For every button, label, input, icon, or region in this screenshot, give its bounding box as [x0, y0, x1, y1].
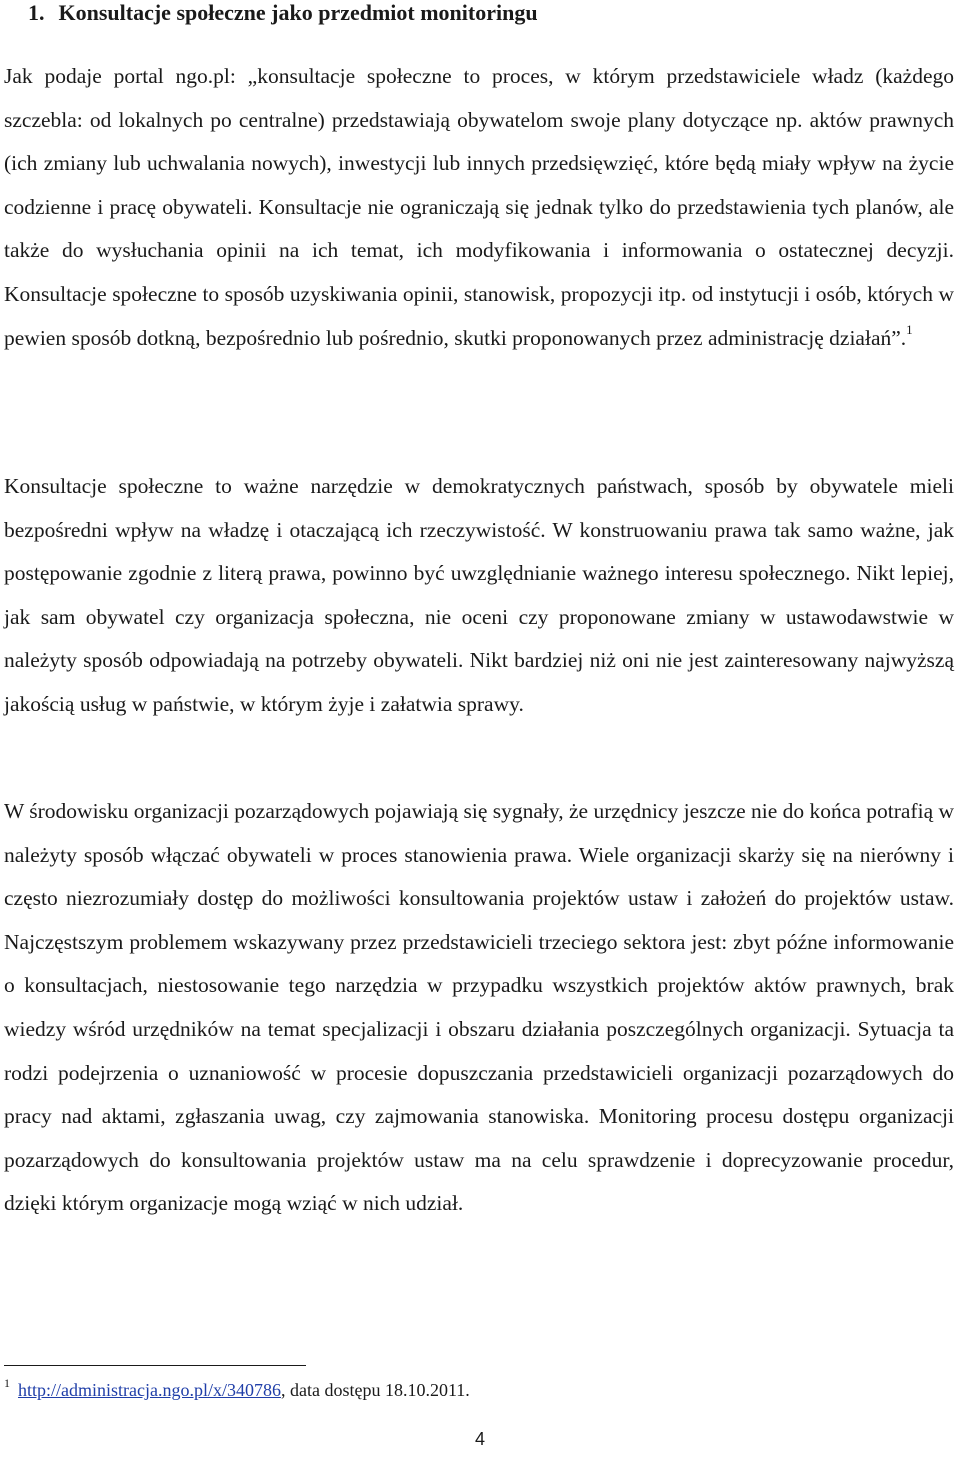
footnote-mark: 1: [4, 1376, 10, 1390]
section-heading: [28, 0, 538, 26]
paragraph-3-text: W środowisku organizacji pozarządowych pojawiają się sygnały, że urzędnicy jeszcze nie do końca potrafią w należyty sposób włączać obywateli w proces stanowienia prawa. Wiele organizacji skarży się na nierówny i często niezrozumiały dostęp do możliwości konsultowania projektów ustaw i założeń do projektów ustaw. Najczęstszym problemem wskazywany przez przedstawicieli trzeciego sektora jest: zbyt późne informowanie o konsultacjach, niestosowanie tego narzędzia w przypadku wszystkich projektów aktów prawnych, brak wiedzy wśród urzędników na temat specjalizacji i obszaru działania poszczególnych organizacji. Sytuacja ta rodzi podejrzenia o uznaniowość w procesie dopuszczania przedstawicieli organizacji pozarządowych do pracy nad aktami, zgłaszania uwag, czy zajmowania stanowiska. Monitoring procesu dostępu organizacji pozarządowych do konsultowania projektów ustaw ma na celu sprawdzenie i doprecyzowanie procedur, dzięki którym organizacje mogą wziąć w nich udział.: [4, 799, 955, 1216]
footnote-reference[interactable]: 1: [906, 321, 913, 337]
paragraph-1: [4, 55, 954, 360]
footnote-divider: [4, 1365, 306, 1366]
paragraph-2: [4, 465, 954, 727]
footnote-access-date: , data dostępu 18.10.2011.: [280, 1380, 470, 1400]
section-title: Konsultacje społeczne jako przedmiot monitoringu: [58, 0, 538, 25]
paragraph-1-text: Jak podaje portal ngo.pl: „konsultacje społeczne to proces, w którym przedstawiciele władz (każdego szczebla: od lokalnych po centralne) przedstawiają obywatelom swoje plany dotyczące np. aktów prawnych (ich zmiany lub uchwalania nowych), inwestycji lub innych przedsięwzięć, które będą miały wpływ na życie codzienne i pracę obywateli. Konsultacje nie ograniczają się jednak tylko do przedstawienia tych planów, ale także do wysłuchania opinii na ich temat, ich modyfikowania i informowania o ostatecznej decyzji. Konsultacje społeczne to sposób uzyskiwania opinii, stanowisk, propozycji itp. od instytucji i osób, których w pewien sposób dotkną, bezpośrednio lub pośrednio, skutki proponowanych przez administrację działań”.: [4, 64, 954, 350]
footnote: [4, 1378, 470, 1402]
paragraph-3: [4, 790, 954, 1226]
page-number: 4: [474, 1429, 485, 1449]
paragraph-2-text: Konsultacje społeczne to ważne narzędzie w demokratycznych państwach, sposób by obywatele mieli bezpośredni wpływ na władzę i otaczającą ich rzeczywistość. W konstruowaniu prawa tak samo ważne, jak postępowanie zgodnie z literą prawa, powinno być uwzględnianie ważnego interesu społecznego. Nikt lepiej, jak sam obywatel czy organizacja społeczna, nie oceni czy proponowane zmiany w ustawodawstwie w należyty sposób odpowiadają na potrzeby obywateli. Nikt bardziej niż oni nie jest zainteresowany najwyższą jakością usług w państwie, w którym żyje i załatwia sprawy.: [4, 474, 954, 716]
section-number: 1.: [28, 0, 45, 25]
footnote-link[interactable]: http://administracja.ngo.pl/x/340786: [18, 1380, 281, 1400]
